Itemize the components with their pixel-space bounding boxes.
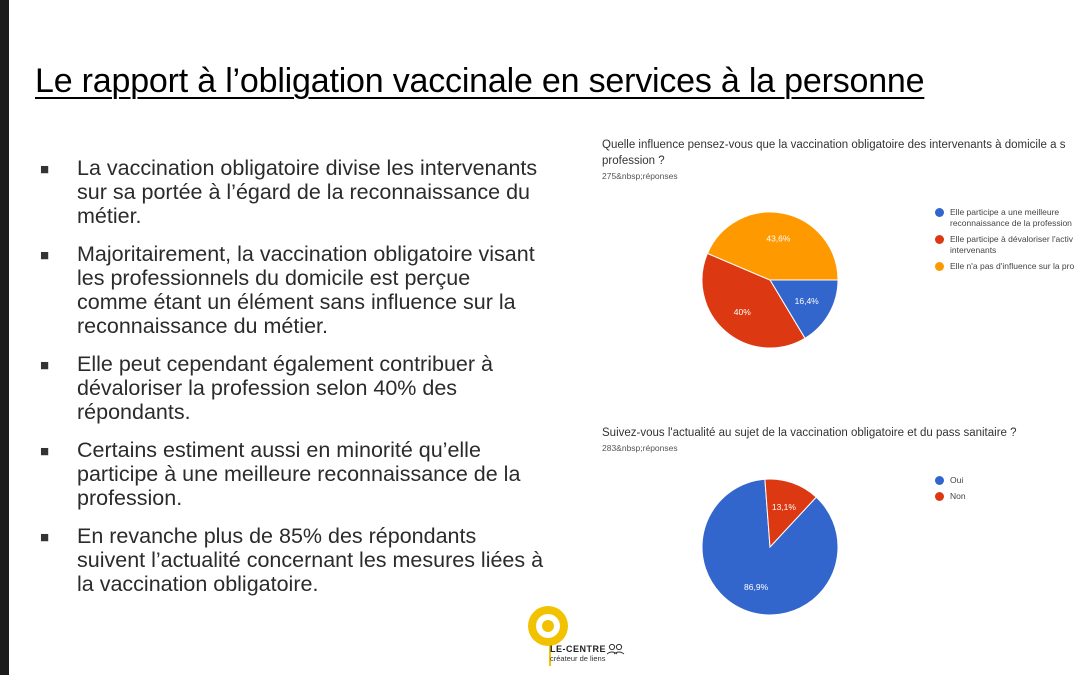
bullet-text: En revanche plus de 85% des répondants suivent l’actualité concernant les mesures liées à la vaccination obligatoire. [77,524,544,596]
legend-swatch [935,492,944,501]
legend-item [935,234,1080,256]
bullet-marker: ■ [40,357,50,374]
legend-label: Elle participe a une meilleure reconnaissance de la profession [950,207,1072,228]
bullet-text: Elle peut cependant également contribuer à dévaloriser la profession selon 40% des répondants. [77,352,493,424]
legend-swatch [935,262,944,271]
response-count: 283&nbsp;réponses [602,443,678,453]
bullet-list [40,156,545,610]
logo-tagline: créateur de liens [550,654,606,663]
bullet-marker: ■ [40,161,50,178]
slide-title: Le rapport à l’obligation vaccinale en services à la personne [35,62,925,100]
slice-label: 40% [733,306,751,317]
response-count: 275&nbsp;réponses [602,171,678,181]
bullet-marker: ■ [40,529,50,546]
le-centre-logo [520,604,630,668]
bullet-marker: ■ [40,443,50,460]
chart-influence [602,137,1080,181]
legend-item [935,207,1080,229]
legend-label: Elle n'a pas d'influence sur la pro [950,261,1075,271]
legend-swatch [935,208,944,217]
legend-item [935,491,1080,502]
bullet-item [40,438,545,510]
legend-swatch [935,235,944,244]
chart-actualite [602,425,1080,453]
bullet-text: Majoritairement, la vaccination obligatoire visant les professionnels du domicile est perçue comme étant un élément sans influence sur la reconnaissance du métier. [77,242,535,338]
chart-question: Quelle influence pensez-vous que la vaccination obligatoire des intervenants à domicile a s profession ? [602,139,1066,167]
pie-chart-actualite [690,467,850,627]
legend-swatch [935,476,944,485]
legend-label: Elle participe à dévaloriser l'activ intervenants [950,234,1074,255]
chart-question: Suivez-vous l'actualité au sujet de la vaccination obligatoire et du pass sanitaire ? [602,427,1017,439]
bullet-item [40,242,545,338]
slice-label: 13,1% [771,502,796,513]
legend-item [935,261,1080,272]
slice-label: 16,4% [794,295,819,306]
slice-label: 43,6% [766,233,791,244]
slice-label: 86,9% [744,581,769,592]
bullet-text: La vaccination obligatoire divise les intervenants sur sa portée à l’égard de la reconnaissance du métier. [77,156,538,228]
legend-item [935,475,1080,486]
legend-label: Oui [950,475,964,485]
bullet-marker: ■ [40,247,50,264]
bullet-item [40,352,545,424]
left-edge-bar [0,0,9,675]
bullet-item [40,524,545,596]
legend-influence [935,207,1080,277]
legend-label: Non [950,491,966,501]
bullet-text: Certains estiment aussi en minorité qu’elle participe à une meilleure reconnaissance de la profession. [77,438,521,510]
legend-actualite [935,475,1080,507]
pie-chart-influence [690,200,850,360]
bullet-item [40,156,545,228]
logo-name: LE-CENTRE [550,644,606,654]
